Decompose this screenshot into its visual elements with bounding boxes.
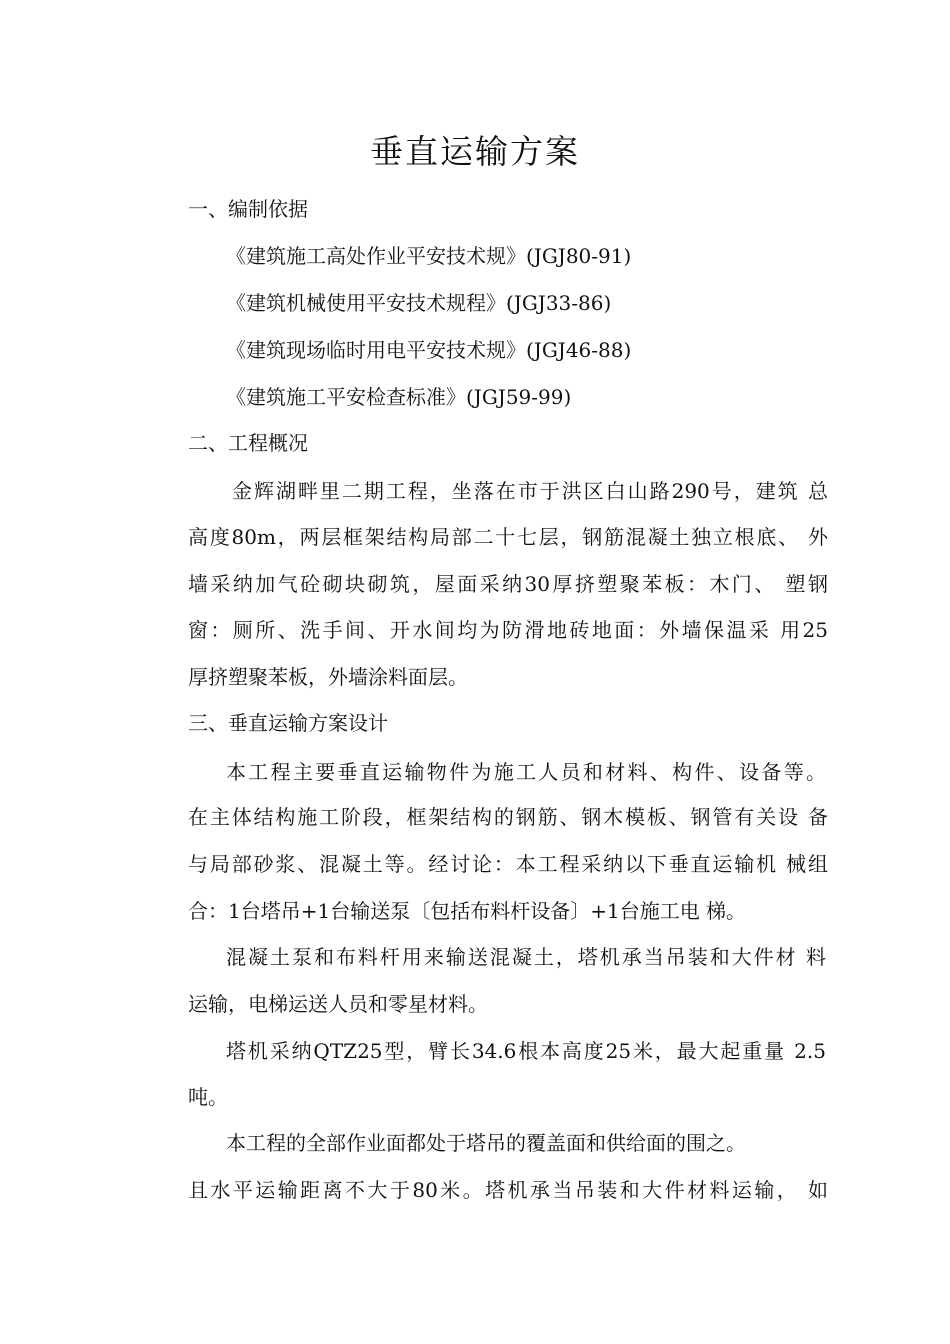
overview-line: 金辉湖畔里二期工程，坐落在市于洪区白山路290号，建筑 总 (232, 479, 828, 503)
design-paragraph-line: 塔机采纳QTZ25型，臂长34.6根本高度25米，最大起重量 2.5 (226, 1039, 826, 1063)
overview-line: 高度80m，两层框架结构局部二十七层，钢筋混凝土独立根底、 外 (188, 525, 828, 549)
design-paragraph-line: 在主体结构施工阶段，框架结构的钢筋、钢木模板、钢管有关设 备 (188, 805, 828, 829)
design-paragraph-line: 且水平运输距离不大于80米。塔机承当吊装和大件材料运输， 如 (188, 1178, 828, 1202)
design-paragraph-line: 运输，电梯运送人员和零星材料。 (188, 992, 488, 1016)
design-paragraph-line: 合：1台塔吊+1台输送泵〔包括布料杆设备〕+1台施工电 梯。 (188, 899, 747, 923)
basis-item: 《建筑施工高处作业平安技术规》(JGJ80-91) (226, 244, 632, 268)
design-paragraph-line: 吨。 (188, 1085, 228, 1109)
design-paragraph-line: 本工程主要垂直运输物件为施工人员和材料、构件、设备等。 (226, 760, 826, 784)
design-paragraph-line: 混凝土泵和布料杆用来输送混凝土，塔机承当吊装和大件材 料 (226, 945, 826, 969)
section-heading-basis: 一、编制依据 (188, 197, 308, 221)
section-heading-overview: 二、工程概况 (188, 431, 308, 455)
section-heading-design: 三、垂直运输方案设计 (188, 711, 388, 735)
basis-item: 《建筑施工平安检查标准》(JGJ59-99) (226, 385, 572, 409)
design-paragraph-line: 本工程的全部作业面都处于塔吊的覆盖面和供给面的围之。 (226, 1131, 746, 1155)
overview-line: 厚挤塑聚苯板，外墙涂料面层。 (188, 665, 468, 689)
overview-line: 窗：厕所、洗手间、开水间均为防滑地砖地面：外墙保温采 用25 (188, 618, 828, 642)
basis-item: 《建筑现场临时用电平安技术规》(JGJ46-88) (226, 338, 632, 362)
basis-item: 《建筑机械使用平安技术规程》(JGJ33-86) (226, 291, 612, 315)
page-title: 垂直运输方案 (370, 132, 580, 171)
overview-line: 墙采纳加气砼砌块砌筑，屋面采纳30厚挤塑聚苯板：木门、 塑钢 (188, 572, 828, 596)
design-paragraph-line: 与局部砂浆、混凝土等。经讨论：本工程采纳以下垂直运输机 械组 (188, 852, 828, 876)
